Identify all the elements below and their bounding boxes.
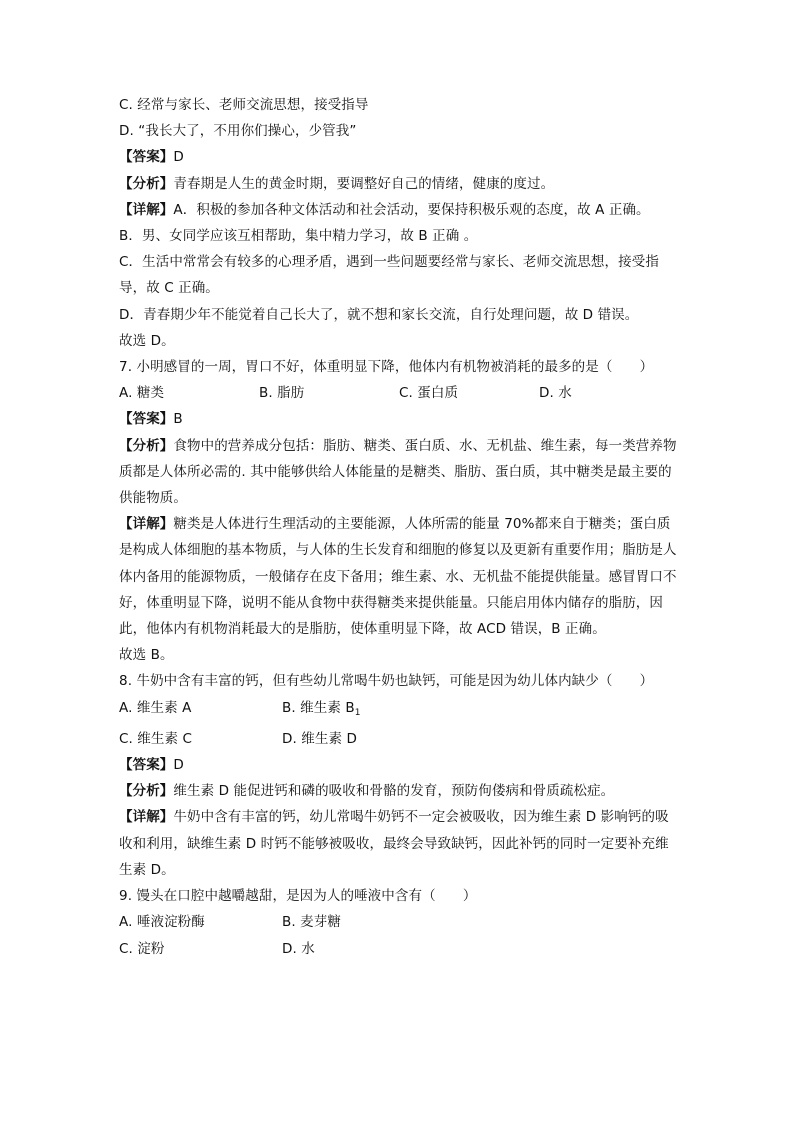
q7-option-a: A. 糖类: [119, 385, 165, 402]
q7-answer: [119, 406, 679, 432]
q9-option-c: C. 淀粉: [119, 940, 165, 957]
q7-option-d: D. 水: [539, 385, 572, 402]
detail-tag: 【详解】: [119, 809, 174, 826]
answer-value: D: [173, 757, 184, 774]
answer-tag: 【答案】: [119, 149, 174, 166]
q9-options-row1: [119, 909, 679, 935]
q6-answer: [119, 144, 679, 170]
answer-value: D: [173, 149, 184, 166]
detail-tag: 【详解】: [119, 201, 174, 218]
q7-option-b: B. 脂肪: [259, 385, 305, 402]
q8-options-row1: [119, 695, 679, 726]
q8-option-d: D. 维生素 D: [282, 730, 357, 747]
q8-analysis: [119, 778, 679, 804]
analysis-tag: 【分析】: [119, 437, 174, 454]
q8-answer: [119, 752, 679, 778]
q8-option-b-subscript: 1: [354, 707, 361, 718]
analysis-text: 维生素 D 能促进钙和磷的吸收和骨骼的发育，预防佝偻病和骨质疏松症。: [173, 783, 615, 800]
q8-detail: [119, 804, 679, 883]
detail-text: A．积极的参加各种文体活动和社会活动，要保持积极乐观的态度，故 A 正确。: [173, 201, 650, 218]
q6-detail-c: C．生活中常常会有较多的心理矛盾，遇到一些问题要经常与家长、老师交流思想，接受指导，故 C 正确。: [119, 254, 659, 297]
answer-value: B: [173, 411, 183, 428]
q8-option-b: [282, 695, 445, 726]
q7-analysis: [119, 433, 679, 512]
q9-option-b: B. 麦芽糖: [282, 914, 341, 931]
detail-text: 牛奶中含有丰富的钙，幼儿常喝牛奶钙不一定会被吸收，因为维生素 D 影响钙的吸收和利用，缺维生素 D 时钙不能够被吸收，最终会导致缺钙，因此补钙的同时一定要补充维生素 D。: [119, 809, 669, 878]
answer-tag: 【答案】: [119, 411, 174, 428]
q9-options-row2: [119, 936, 679, 962]
q6-option-d: D. “我长大了，不用你们操心，少管我”: [119, 123, 357, 140]
q8-option-a: A. 维生素 A: [119, 699, 192, 716]
q7-question: 7. 小明感冒的一周，胃口不好，体重明显下降，他体内有机物被消耗的最多的是（ ）: [119, 359, 654, 376]
analysis-tag: 【分析】: [119, 783, 174, 800]
q8-question: 8. 牛奶中含有丰富的钙，但有些幼儿常喝牛奶也缺钙，可能是因为幼儿体内缺少（ ）: [119, 673, 654, 690]
q6-analysis: [119, 171, 679, 197]
q7-choose: 故选 B。: [119, 647, 174, 664]
q8-option-b-text: B. 维生素 B: [282, 699, 355, 716]
q6-choose: 故选 D。: [119, 332, 175, 349]
detail-tag: 【详解】: [119, 516, 174, 533]
q6-option-c: C. 经常与家长、老师交流思想，接受指导: [119, 97, 369, 113]
q6-detail-b: B．男、女同学应该互相帮助，集中精力学习，故 B 正确 。: [119, 228, 478, 245]
q6-detail-a: [119, 197, 679, 223]
q9-question: 9. 馒头在口腔中越嚼越甜，是因为人的唾液中含有（ ）: [119, 888, 477, 905]
detail-text: 糖类是人体进行生理活动的主要能源，人体所需的能量 70%都来自于糖类；蛋白质是构成人体细胞的基本物质，与人体的生长发育和细胞的修复以及更新有重要作用；脂肪是人体内备用的能源物质，一般储存在皮下备用；维生素、水、无机盐不能提供能量。感冒胃口不好，体重明显下降，说明不能从食物中获得糖类来提供能量。只能启用体内储存的脂肪，因此，他体内有机物消耗最大的是脂肪，使体重明显下降，故 ACD 错误，B 正确。: [119, 516, 677, 638]
q7-option-c: C. 蛋白质: [399, 385, 459, 402]
q9-option-d: D. 水: [282, 940, 315, 957]
q8-options-row2: [119, 726, 679, 752]
page-content: [119, 92, 679, 962]
q7-detail: [119, 511, 679, 642]
q9-option-a: A. 唾液淀粉酶: [119, 914, 205, 931]
analysis-tag: 【分析】: [119, 175, 174, 192]
answer-tag: 【答案】: [119, 757, 174, 774]
q7-options: [119, 380, 679, 406]
q8-option-c: C. 维生素 C: [119, 730, 193, 747]
analysis-text: 食物中的营养成分包括：脂肪、糖类、蛋白质、水、无机盐、维生素，每一类营养物质都是人体所必需的. 其中能够供给人体能量的是糖类、脂肪、蛋白质，其中糖类是最主要的供能物质。: [119, 437, 677, 507]
analysis-text: 青春期是人生的黄金时期，要调整好自己的情绪，健康的度过。: [173, 175, 555, 192]
q6-detail-d: D．青春期少年不能觉着自己长大了，就不想和家长交流，自行处理问题，故 D 错误。: [119, 306, 639, 323]
